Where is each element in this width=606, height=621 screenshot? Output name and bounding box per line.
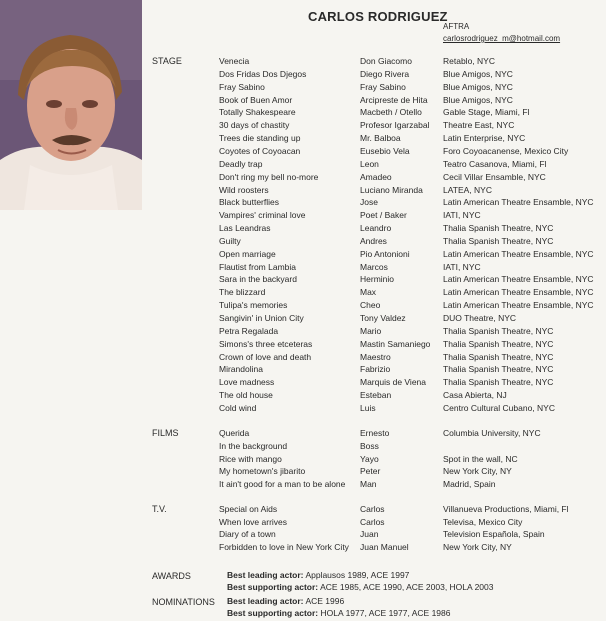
credit-title: Crown of love and death <box>219 351 312 362</box>
credit-venue: Casa Abierta, NJ <box>443 390 507 401</box>
credit-title: Flautist from Lambia <box>219 261 296 272</box>
credit-role: Man <box>360 479 377 490</box>
nomination-line <box>227 596 344 606</box>
credit-role: Profesor Igarzabal <box>360 120 430 131</box>
credit-title: Sara in the backyard <box>219 274 297 285</box>
credit-title: Fray Sabino <box>219 81 265 92</box>
headshot-photo <box>0 0 142 210</box>
credit-role: Maestro <box>360 351 391 362</box>
credit-venue: Columbia University, NYC <box>443 428 541 438</box>
credit-venue: Latin American Theatre Ensamble, NYC <box>443 248 594 259</box>
credit-role: Esteban <box>360 390 392 401</box>
nomination-detail: ACE 1996 <box>305 596 345 606</box>
credit-role: Mr. Balboa <box>360 133 401 144</box>
credit-venue: Latin Enterprise, NYC <box>443 133 526 144</box>
credit-role: Jose <box>360 197 378 208</box>
award-detail: ACE 1985, ACE 1990, ACE 2003, HOLA 2003 <box>320 582 494 592</box>
credit-venue: Blue Amigos, NYC <box>443 68 513 79</box>
credit-title: Coyotes of Coyoacan <box>219 145 301 156</box>
credit-venue: Thalia Spanish Theatre, NYC <box>443 223 554 234</box>
credit-venue: Latin American Theatre Ensamble, NYC <box>443 287 594 298</box>
credit-venue: Gable Stage, Miami, Fl <box>443 107 530 118</box>
credit-role: Marcos <box>360 261 388 272</box>
email-address[interactable]: carlosrodriguez_m@hotmail.com <box>443 34 561 43</box>
credit-venue: New York City, NY <box>443 466 512 477</box>
credit-title: Diary of a town <box>219 529 276 539</box>
credit-venue: Blue Amigos, NYC <box>443 94 513 105</box>
credit-venue: Spot in the wall, NC <box>443 453 518 464</box>
credit-role: Cheo <box>360 300 381 311</box>
credit-title: Deadly trap <box>219 158 263 169</box>
credit-role: Juan Manuel <box>360 541 409 552</box>
award-line <box>227 582 494 592</box>
credit-venue: Blue Amigos, NYC <box>443 81 513 92</box>
credit-title: 30 days of chastity <box>219 120 290 131</box>
credit-title: Trees die standing up <box>219 133 301 144</box>
credit-title: Forbidden to love in New York City <box>219 541 349 552</box>
credit-title: Guilty <box>219 235 241 246</box>
credit-role: Diego Rivera <box>360 68 410 79</box>
credit-role: Marquis de Viena <box>360 377 426 388</box>
credit-title: Mirandolina <box>219 364 263 375</box>
credit-title: My hometown's jibarito <box>219 466 306 477</box>
credit-venue: Thalia Spanish Theatre, NYC <box>443 338 554 349</box>
credit-title: Vampires' criminal love <box>219 210 306 221</box>
credit-title: The old house <box>219 390 273 401</box>
credit-role: Andres <box>360 235 387 246</box>
credit-venue: DUO Theatre, NYC <box>443 313 517 323</box>
credit-title: Dos Fridas Dos Djegos <box>219 68 307 79</box>
credit-title: Rice with mango <box>219 453 282 464</box>
credit-title: Book of Buen Amor <box>219 94 293 105</box>
section-label-awards: AWARDS <box>152 571 191 581</box>
credit-role: Fray Sabino <box>360 81 406 92</box>
credit-venue: Thalia Spanish Theatre, NYC <box>443 325 554 336</box>
nomination-line <box>227 608 450 618</box>
section-label-films: FILMS <box>152 428 179 438</box>
credit-venue: Latin American Theatre Ensamble, NYC <box>443 300 594 311</box>
credit-title: Venecia <box>219 56 250 66</box>
credit-venue: Centro Cultural Cubano, NYC <box>443 402 555 413</box>
credit-title: Love madness <box>219 377 275 388</box>
credit-title: When love arrives <box>219 516 288 527</box>
credit-title: In the background <box>219 440 288 451</box>
credit-venue: IATI, NYC <box>443 261 481 272</box>
credit-venue: Thalia Spanish Theatre, NYC <box>443 364 554 375</box>
credit-venue: Television Española, Spain <box>443 529 545 539</box>
credit-title: Sangivin' in Union City <box>219 313 304 323</box>
credit-role: Herminio <box>360 274 395 285</box>
credit-title: Special on Aids <box>219 504 278 514</box>
credit-role: Juan <box>360 529 379 539</box>
credit-venue: Latin American Theatre Ensamble, NYC <box>443 274 594 285</box>
credit-title: The blizzard <box>219 287 266 298</box>
credit-role: Carlos <box>360 516 385 527</box>
credit-title: Open marriage <box>219 248 276 259</box>
award-line <box>227 570 409 580</box>
credit-title: Cold wind <box>219 402 257 413</box>
credit-venue: Foro Coyoacanense, Mexico City <box>443 145 569 156</box>
credit-role: Carlos <box>360 504 385 514</box>
credit-role: Leon <box>360 158 379 169</box>
credit-role: Fabrizio <box>360 364 391 375</box>
credit-venue: Latin American Theatre Ensamble, NYC <box>443 197 594 208</box>
credit-title: Petra Regalada <box>219 325 279 336</box>
nomination-title: Best supporting actor: <box>227 608 319 618</box>
credit-role: Mastin Samaniego <box>360 338 431 349</box>
credit-title: Tulipa's memories <box>219 300 288 311</box>
credit-venue: LATEA, NYC <box>443 184 492 195</box>
credit-venue: Teatro Casanova, Miami, Fl <box>443 158 547 169</box>
credit-venue: Madrid, Spain <box>443 479 496 490</box>
credit-role: Yayo <box>360 453 379 464</box>
credit-role: Ernesto <box>360 428 390 438</box>
award-detail: Applausos 1989, ACE 1997 <box>305 570 410 580</box>
credit-title: Simons's three etceteras <box>219 338 313 349</box>
credit-venue: Thalia Spanish Theatre, NYC <box>443 377 554 388</box>
credit-title: Querida <box>219 428 250 438</box>
credit-title: Las Leandras <box>219 223 271 234</box>
credit-venue: Televisa, Mexico City <box>443 516 523 527</box>
credit-role: Macbeth / Otello <box>360 107 422 118</box>
credit-role: Amadeo <box>360 171 392 182</box>
credit-venue: Cecil Villar Ensamble, NYC <box>443 171 546 182</box>
section-label-nominations: NOMINATIONS <box>152 597 215 607</box>
credit-role: Tony Valdez <box>360 313 406 323</box>
credit-role: Max <box>360 287 377 298</box>
nomination-title: Best leading actor: <box>227 596 304 606</box>
credit-title: Totally Shakespeare <box>219 107 296 118</box>
union-affiliation: AFTRA <box>443 22 470 31</box>
credit-venue: Retablo, NYC <box>443 56 495 66</box>
credit-venue: Thalia Spanish Theatre, NYC <box>443 235 554 246</box>
headshot-illustration <box>0 0 142 210</box>
credit-venue: IATI, NYC <box>443 210 481 221</box>
credit-role: Arcipreste de Hita <box>360 94 428 105</box>
credit-role: Luciano Miranda <box>360 184 423 195</box>
credit-venue: Thalia Spanish Theatre, NYC <box>443 351 554 362</box>
award-title: Best supporting actor: <box>227 582 319 592</box>
credit-role: Don Giacomo <box>360 56 412 66</box>
credit-role: Luis <box>360 402 376 413</box>
actor-name: CARLOS RODRIGUEZ <box>308 9 448 24</box>
credit-venue: New York City, NY <box>443 541 512 552</box>
section-label-stage: STAGE <box>152 56 182 66</box>
section-label-tv: T.V. <box>152 504 167 514</box>
credit-title: Don't ring my bell no-more <box>219 171 319 182</box>
credit-venue: Theatre East, NYC <box>443 120 515 131</box>
credit-role: Poet / Baker <box>360 210 407 221</box>
award-title: Best leading actor: <box>227 570 304 580</box>
credit-role: Peter <box>360 466 381 477</box>
credit-role: Mario <box>360 325 382 336</box>
credit-role: Eusebio Vela <box>360 145 410 156</box>
credit-role: Pio Antonioni <box>360 248 410 259</box>
credit-title: It ain't good for a man to be alone <box>219 479 346 490</box>
credit-title: Wild roosters <box>219 184 269 195</box>
credit-role: Boss <box>360 440 379 451</box>
credit-role: Leandro <box>360 223 392 234</box>
credit-title: Black butterflies <box>219 197 279 208</box>
credit-venue: Villanueva Productions, Miami, Fl <box>443 504 569 514</box>
nomination-detail: HOLA 1977, ACE 1977, ACE 1986 <box>320 608 451 618</box>
